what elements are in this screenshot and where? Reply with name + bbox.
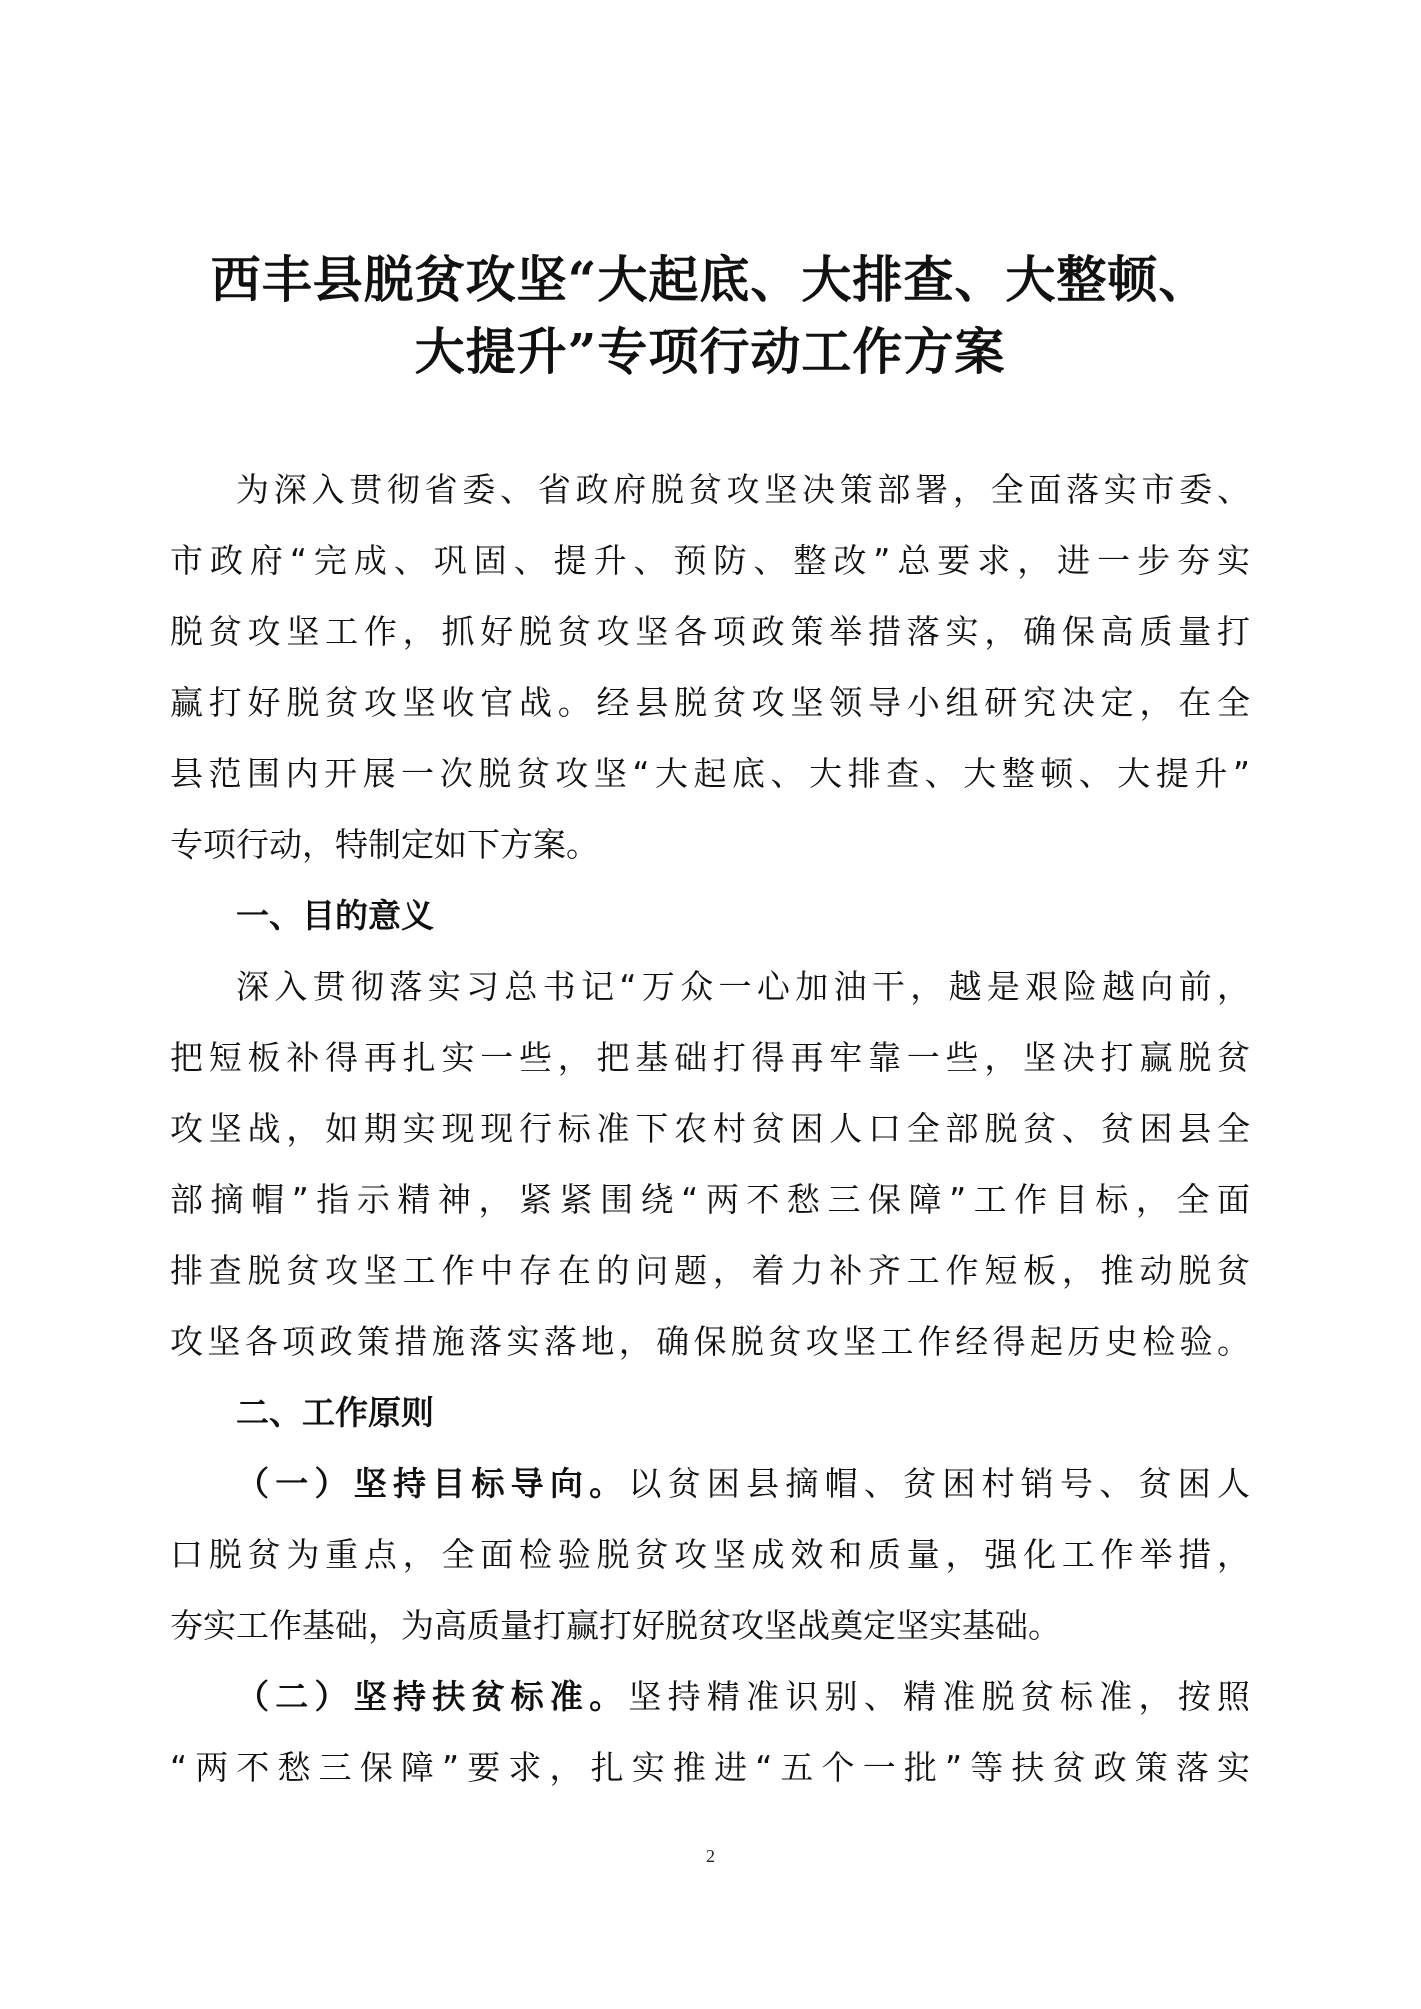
principle-2-first-line (170, 1661, 1250, 1732)
document-title-line-2: 大提升”专项行动工作方案 (414, 322, 1006, 381)
section1-line: 部摘帽”指示精神，紧紧围绕“两不愁三保障”工作目标，全面 (170, 1180, 1250, 1219)
intro-line: 县范围内开展一次脱贫攻坚“大起底、大排查、大整顿、大提升” (170, 754, 1250, 793)
principle-2-lead: （二）坚持扶贫标准。 (236, 1677, 629, 1716)
section1-line: 深入贯彻落实习总书记“万众一心加油干，越是艰险越向前， (236, 967, 1250, 1006)
principle-2-line: “两不愁三保障”要求，扎实推进“五个一批”等扶贫政策落实 (170, 1748, 1250, 1787)
section1-line: 攻坚各项政策措施落实落地，确保脱贫攻坚工作经得起历史检验。 (170, 1322, 1250, 1361)
section1-line: 攻坚战，如期实现现行标准下农村贫困人口全部脱贫、贫困县全 (170, 1109, 1250, 1148)
intro-line: 为深入贯彻省委、省政府脱贫攻坚决策部署，全面落实市委、 (236, 470, 1250, 509)
page-number: 2 (706, 1846, 715, 1866)
principle-1-first-line (170, 1448, 1250, 1519)
principle-1-line: 口脱贫为重点，全面检验脱贫攻坚成效和质量，强化工作举措， (170, 1535, 1250, 1574)
intro-line: 脱贫攻坚工作，抓好脱贫攻坚各项政策举措落实，确保高质量打 (170, 612, 1250, 651)
intro-line: 赢打好脱贫攻坚收官战。经县脱贫攻坚领导小组研究决定，在全 (170, 683, 1250, 722)
principle-1-line: 夯实工作基础，为高质量打赢打好脱贫攻坚战奠定坚实基础。 (170, 1606, 1061, 1645)
intro-line: 专项行动，特制定如下方案。 (170, 825, 599, 864)
principle-1-text: 以贫困县摘帽、贫困村销号、贫困人 (628, 1464, 1251, 1503)
section-heading-purpose: 一、目的意义 (236, 896, 434, 935)
section-heading-principles: 二、工作原则 (236, 1393, 434, 1432)
section1-line: 把短板补得再扎实一些，把基础打得再牢靠一些，坚决打赢脱贫 (170, 1038, 1250, 1077)
intro-line: 市政府“完成、巩固、提升、预防、整改”总要求，进一步夯实 (170, 541, 1250, 580)
principle-2-text: 坚持精准识别、精准脱贫标准，按照 (628, 1677, 1251, 1716)
document-title-line-1: 西丰县脱贫攻坚“大起底、大排查、大整顿、 (210, 250, 1210, 309)
section1-line: 排查脱贫攻坚工作中存在的问题，着力补齐工作短板，推动脱贫 (170, 1251, 1250, 1290)
principle-1-lead: （一）坚持目标导向。 (236, 1464, 629, 1503)
